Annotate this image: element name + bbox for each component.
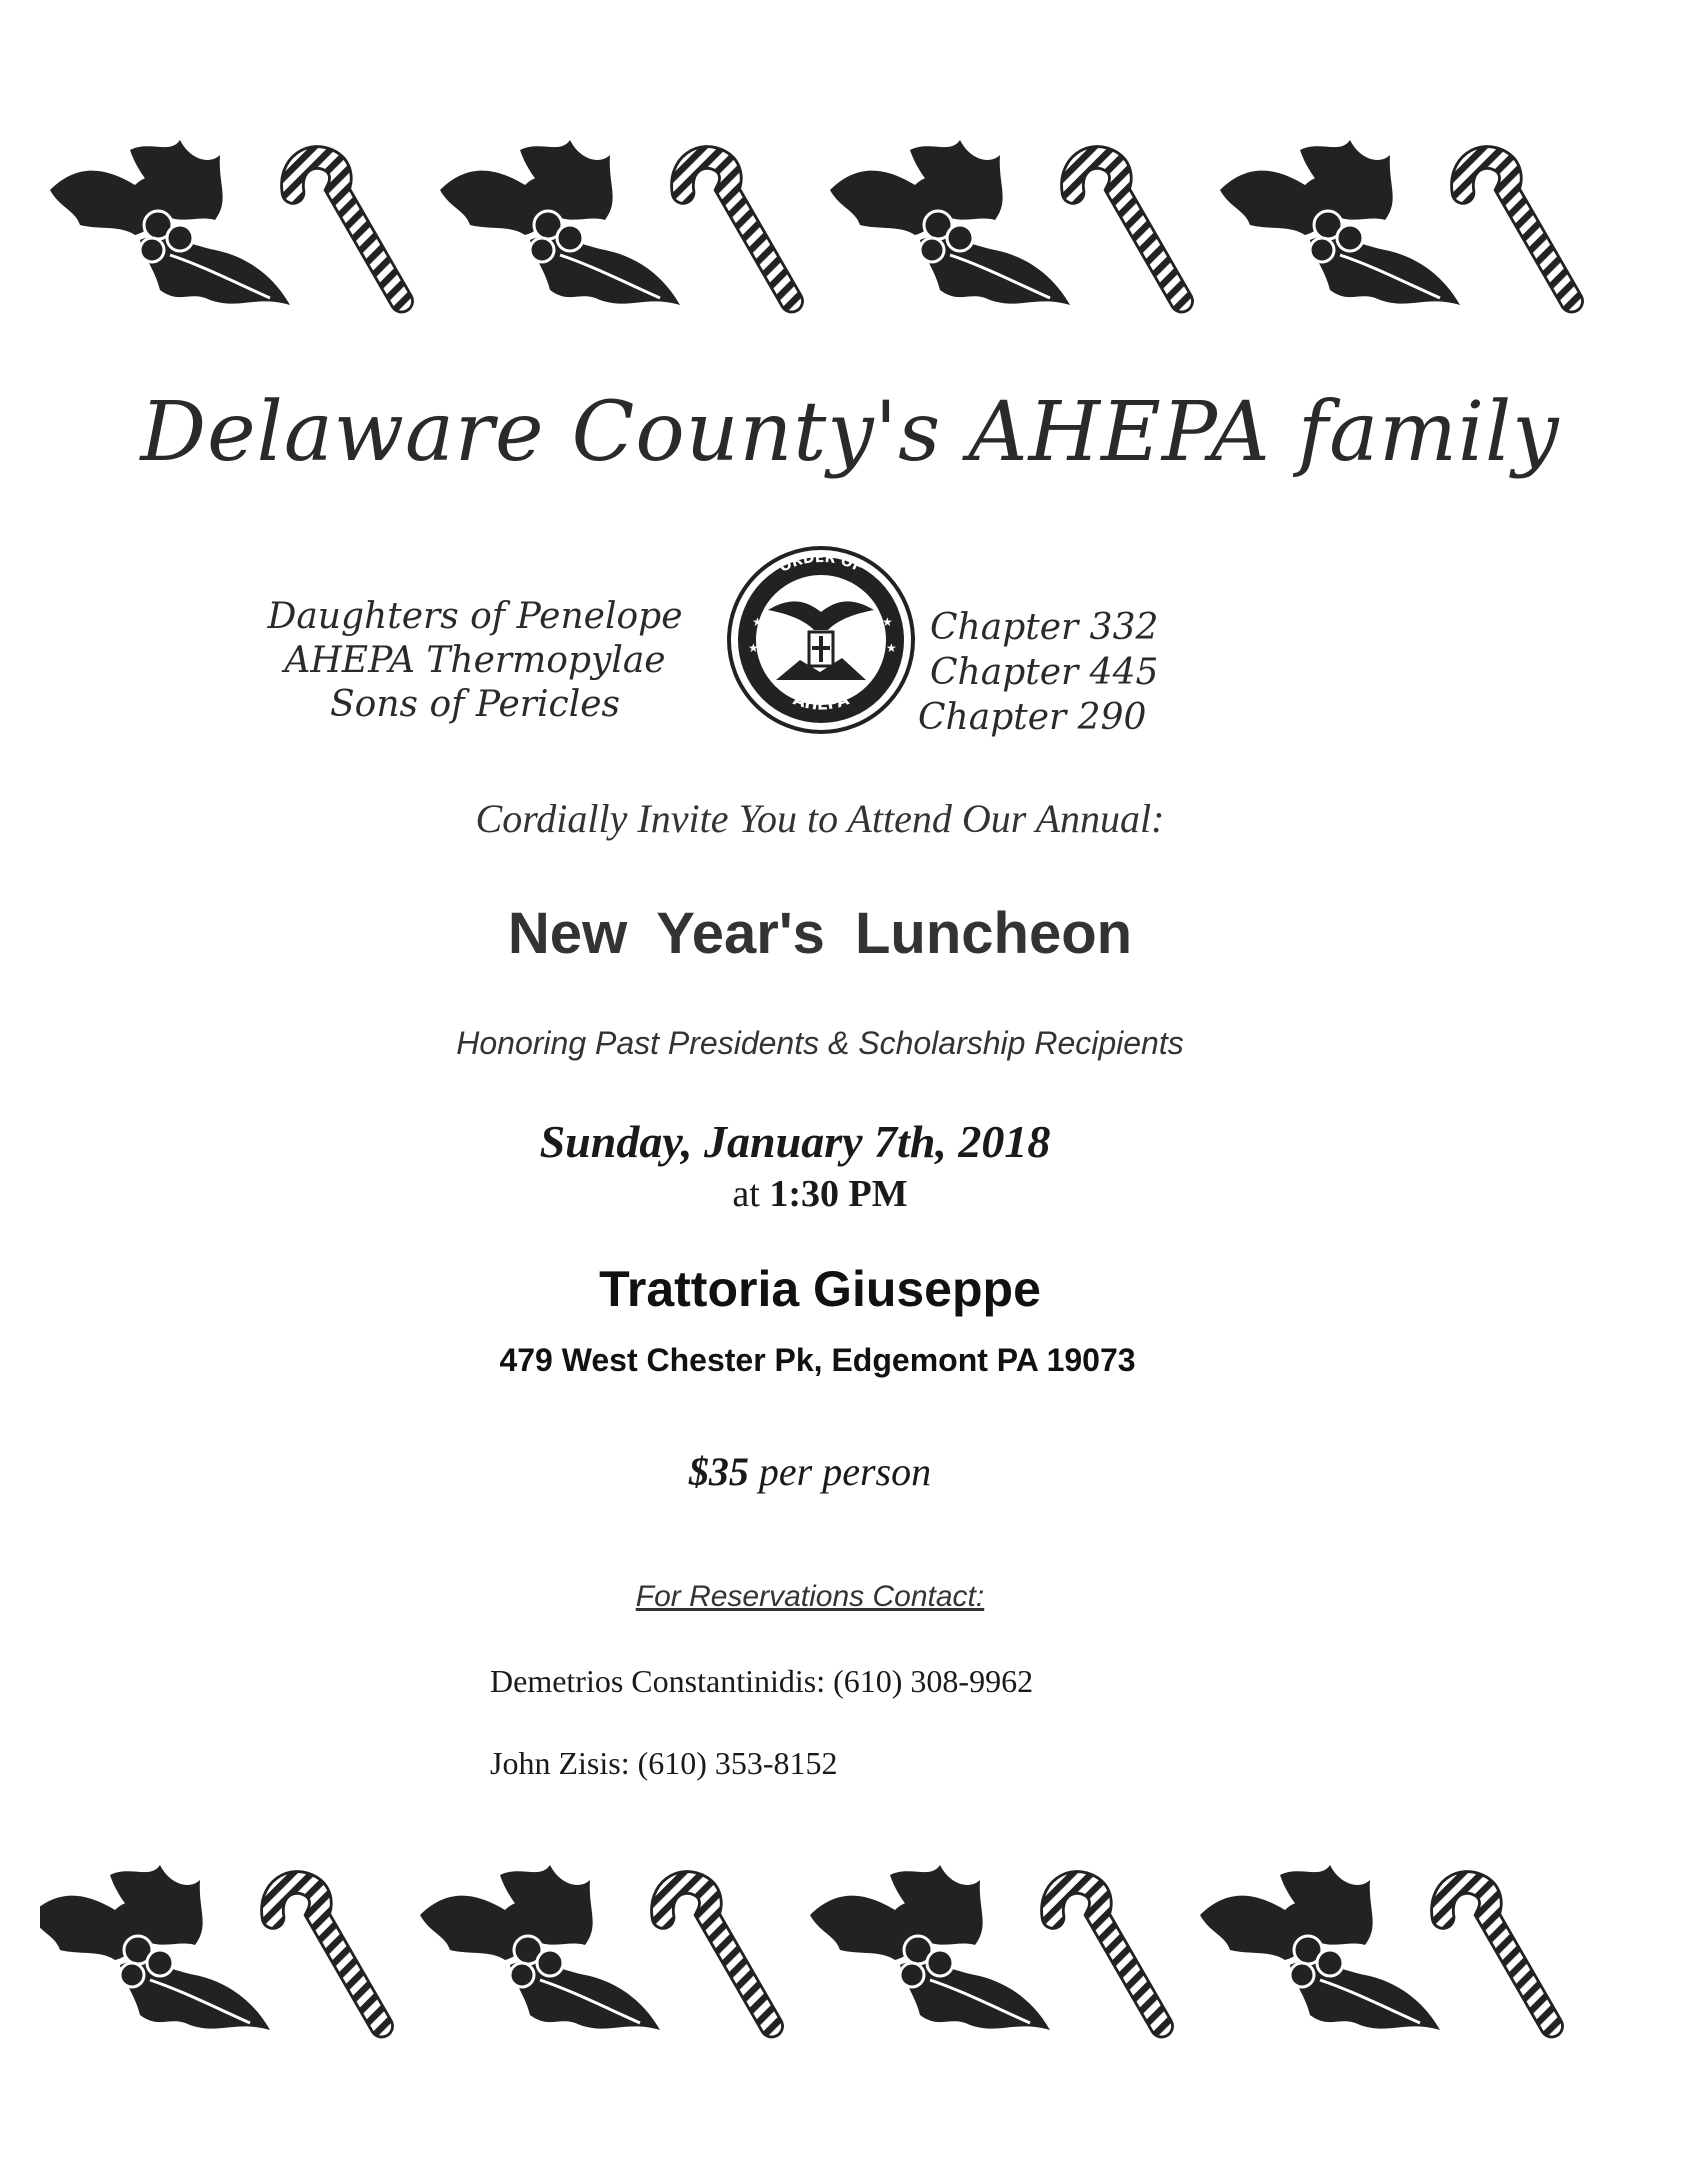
venue-address: 479 West Chester Pk, Edgemont PA 19073: [499, 1342, 1136, 1378]
holly-leaves-icon: [440, 140, 680, 305]
organization-list: [250, 595, 700, 727]
price-amount: $35: [688, 1449, 749, 1494]
event-date: Sunday, January 7th, 2018: [539, 1116, 1051, 1167]
holly-leaves-icon: [420, 1865, 660, 2030]
chapter-number: Chapter 332: [930, 607, 1159, 648]
decorative-border-bottom: [40, 1845, 1660, 2075]
holly-leaves-icon: [1200, 1865, 1440, 2030]
holly-leaves-icon: [40, 1865, 270, 2030]
candy-cane-icon: [1442, 1882, 1551, 2026]
event-title: New Year's Luncheon: [507, 901, 1133, 966]
candy-cane-icon: [662, 1882, 771, 2026]
emblem-bottom-text: AHEPA: [790, 689, 852, 714]
contact-line: Demetrios Constantinidis: (610) 308-9962: [490, 1663, 1034, 1699]
org-title: Delaware County's AHEPA family: [140, 385, 1560, 480]
organization-name: Daughters of Penelope: [267, 596, 683, 637]
organization-name: Sons of Pericles: [330, 684, 620, 725]
honoring-line: Honoring Past Presidents & Scholarship Recipients: [456, 1025, 1184, 1061]
candy-cane-icon: [292, 157, 401, 301]
holly-leaves-icon: [810, 1865, 1050, 2030]
holly-leaves-icon: [1220, 140, 1460, 305]
candy-cane-icon: [682, 157, 791, 301]
candy-cane-icon: [272, 1882, 381, 2026]
price-unit: per person: [758, 1449, 932, 1494]
svg-text:★: ★: [748, 641, 759, 655]
ticket-price: [0, 1448, 1620, 1495]
svg-text:★: ★: [882, 615, 893, 629]
holly-leaves-icon: [830, 140, 1070, 305]
event-time: [0, 1172, 1640, 1216]
holly-leaves-icon: [50, 140, 290, 305]
reservations-heading: For Reservations Contact:: [635, 1580, 985, 1613]
venue-name: Trattoria Giuseppe: [599, 1261, 1041, 1317]
decorative-border-top: [40, 120, 1660, 350]
chapter-number: Chapter 290: [918, 697, 1147, 738]
candy-cane-icon: [1052, 1882, 1161, 2026]
svg-text:★: ★: [752, 615, 763, 629]
chapter-number: Chapter 445: [930, 652, 1159, 693]
organization-name: AHEPA Thermopylae: [284, 640, 666, 681]
contact-line: John Zisis: (610) 353-8152: [490, 1745, 838, 1781]
candy-cane-icon: [1462, 157, 1571, 301]
candy-cane-icon: [1072, 157, 1181, 301]
ahepa-emblem: [708, 540, 934, 740]
emblem-top-text: ORDER OF: [777, 549, 866, 576]
chapter-list: [918, 605, 1160, 740]
event-time-prefix: at: [732, 1173, 760, 1215]
invitation-line: Cordially Invite You to Attend Our Annual:: [475, 796, 1165, 841]
svg-text:★: ★: [886, 641, 897, 655]
event-time-value: 1:30 PM: [769, 1173, 908, 1215]
